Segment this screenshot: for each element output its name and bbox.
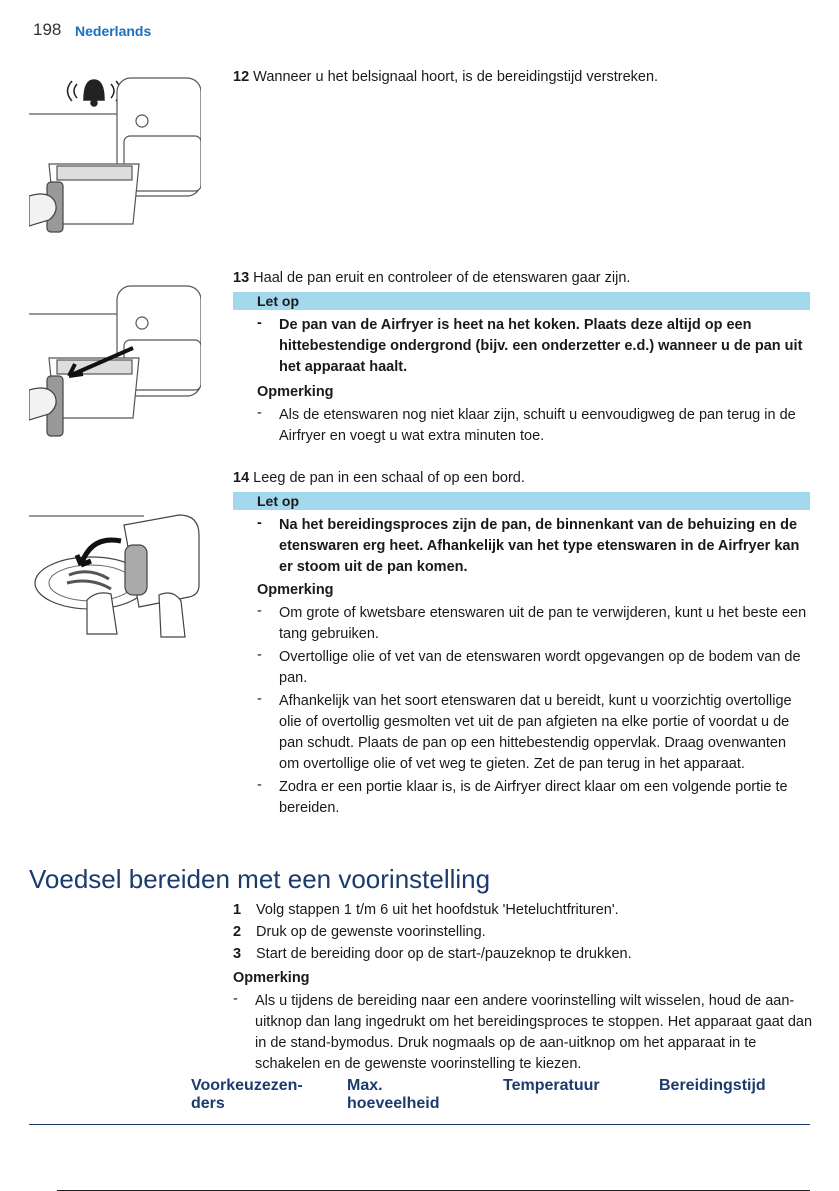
- table-rule: [29, 1124, 810, 1125]
- step-number: 13: [233, 270, 250, 286]
- note-text: - Afhankelijk van het soort etenswaren dat u bereidt, kunt u voorzichtig overtollige olie of overtollig gesmolten vet uit de pan afgieten na elke portie of voordat u de pan schudt. Plaats de pan op een hittebestendig oppervlak. Draag ovenwanten om overtollige olie of vet weg te gieten. Zet de pan terug in het apparaat.: [257, 691, 810, 775]
- note-text: - Overtollige olie of vet van de etenswaren wordt opgevangen op de bodem van de pan.: [257, 647, 810, 689]
- step-13: [233, 268, 810, 447]
- empty-pan-illustration: [29, 505, 201, 640]
- caution-text: - Na het bereidingsproces zijn de pan, de binnenkant van de behuizing en de etenswaren erg heet. Afhankelijk van het type etenswaren in de Airfryer kan er stoom uit de pan komen.: [257, 515, 810, 578]
- pull-pan-illustration: [29, 278, 201, 443]
- note-text: - Zodra er een portie klaar is, is de Airfryer direct klaar om een volgende portie te bereiden.: [257, 777, 810, 819]
- language-label: Nederlands: [75, 23, 152, 39]
- step-14-line: [233, 468, 810, 489]
- list-item: 1 Volg stappen 1 t/m 6 uit het hoofdstuk 'Heteluchtfrituren'.: [233, 902, 619, 918]
- step-text: Wanneer u het belsignaal hoort, is de bereidingstijd verstreken.: [253, 69, 659, 85]
- caution-bar: Let op: [233, 492, 810, 510]
- page-number: 198: [33, 20, 62, 39]
- table-header-max-amount: Max. hoeveelheid: [347, 1077, 440, 1112]
- section-title: Voedsel bereiden met een voorinstelling: [29, 864, 491, 894]
- table-header-presets: Voorkeuzezen- ders: [191, 1077, 303, 1112]
- step-14: [233, 468, 810, 819]
- step-text: Haal de pan eruit en controleer of de etenswaren gaar zijn.: [253, 270, 631, 286]
- note-text: - Als u tijdens de bereiding naar een andere voorinstelling wilt wisselen, houd de aan-uitknop dan lang ingedrukt om het bereidingsproces te stoppen. Het apparaat gaat dan in de stand-bymodus. Druk nogmaals op de aan-uitknop om het apparaat in te schakelen en de gewenste voorinstelling te kiezen.: [233, 991, 813, 1075]
- step-13-line: [233, 268, 810, 289]
- step-text: Leeg de pan in een schaal of op een bord.: [253, 470, 525, 486]
- list-item: 2 Druk op de gewenste voorinstelling.: [233, 924, 486, 940]
- note-label: Opmerking: [257, 384, 334, 400]
- caution-bar: Let op: [233, 292, 810, 310]
- preset-steps: [233, 899, 813, 1075]
- step-number: 14: [233, 470, 250, 486]
- list-item: 3 Start de bereiding door op de start-/pauzeknop te drukken.: [233, 946, 632, 962]
- note-text: - Om grote of kwetsbare etenswaren uit de pan te verwijderen, kunt u het beste een tang gebruiken.: [257, 603, 810, 645]
- note-text: - Als de etenswaren nog niet klaar zijn, schuift u eenvoudigweg de pan terug in de Airfryer en voegt u wat extra minuten toe.: [257, 405, 810, 447]
- bell-icon: [68, 80, 121, 106]
- table-header-time: Bereidingstijd: [659, 1077, 766, 1094]
- step-12: [233, 67, 813, 88]
- table-header-temperature: Temperatuur: [503, 1077, 600, 1094]
- note-label: Opmerking: [233, 970, 310, 986]
- note-label: Opmerking: [257, 582, 334, 598]
- step-number: 12: [233, 69, 250, 85]
- caution-text: - De pan van de Airfryer is heet na het koken. Plaats deze altijd op een hittebestendige ondergrond (bijv. een onderzetter e.d.) wanneer u de pan uit het apparaat haalt.: [257, 315, 810, 378]
- airfryer-bell-illustration: [29, 66, 201, 246]
